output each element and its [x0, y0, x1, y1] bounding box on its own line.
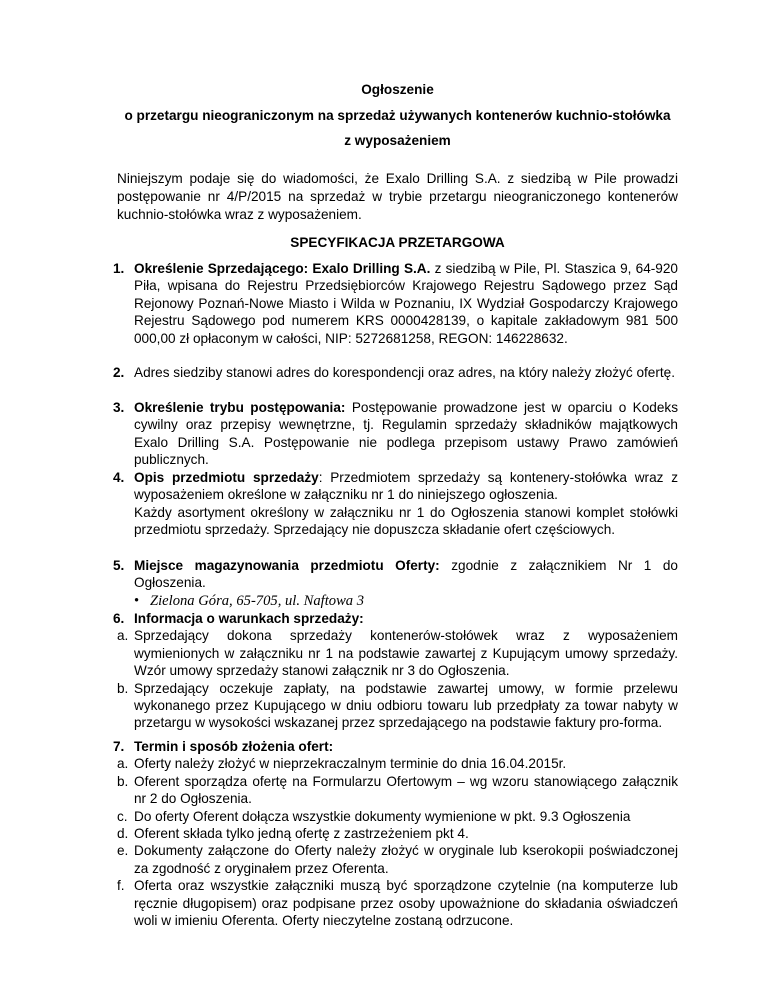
- item-bold-label: Określenie Sprzedającego: Exalo Drilling S.A.: [134, 261, 431, 276]
- sub-item-letter: b.: [117, 773, 129, 789]
- item-number: 3.: [113, 400, 125, 415]
- sub-item-letter: b.: [117, 680, 129, 696]
- sub-item: [117, 842, 678, 877]
- document-subtitle: o przetargu nieograniczonym na sprzedaż używanych kontenerów kuchnio-stołówka: [124, 108, 671, 123]
- sub-item-letter: a.: [117, 756, 129, 772]
- list-item: [113, 364, 678, 381]
- item-text: zgodnie z załącznikiem Nr 1 do Ogłoszenia.: [134, 558, 678, 591]
- item-text: Postępowanie prowadzone jest w oparciu o Kodeks cywilny oraz przepisy wewnętrzne, tj. Regulamin sprzedaży składników majątkowych Exalo Drilling S.A. Postępowanie nie podlega przepisom ustawy Prawo zamówień publicznych.: [134, 400, 678, 468]
- list-item: [113, 738, 678, 929]
- sub-item-text: Dokumenty załączone do Oferty należy złożyć w oryginale lub kserokopii poświadczonej za zgodność z oryginałem przez Oferenta.: [134, 843, 678, 876]
- item-number: 7.: [113, 739, 125, 754]
- sub-item-text: Oferty należy złożyć w nieprzekraczalnym terminie do dnia 16.04.2015r.: [134, 756, 567, 772]
- spec-heading: SPECYFIKACJA PRZETARGOWA: [290, 235, 505, 250]
- bullet-icon: •: [134, 592, 140, 609]
- document-title: Ogłoszenie: [361, 82, 434, 97]
- sub-item: [117, 680, 678, 732]
- item-number: 4.: [113, 470, 125, 485]
- sub-item-text: Sprzedający oczekuje zapłaty, na podstawie zawartej umowy, w formie przelewu wykonanego przez Kupującego w dniu odbioru towaru lub przedpłaty za towar nabyty w przetargu w wysokości wskazanej przez sprzedającego na podstawie faktury pro-forma.: [134, 680, 678, 731]
- list-item: [113, 557, 678, 610]
- item-bold-label: Miejsce magazynowania przedmiotu Oferty:: [134, 558, 440, 573]
- sub-item-letter: a.: [117, 628, 129, 644]
- item-number: 6.: [113, 611, 125, 626]
- item-text: Adres siedziby stanowi adres do korespondencji oraz adres, na który należy złożyć ofertę.: [134, 365, 676, 380]
- list-item: [113, 610, 678, 732]
- sub-item-text: Do oferty Oferent dołącza wszystkie dokumenty wymienione w pkt. 9.3 Ogłoszenia: [134, 808, 631, 824]
- sub-item: [117, 773, 678, 808]
- item-number: 2.: [113, 365, 125, 380]
- sub-item-letter: f.: [117, 878, 125, 894]
- item-text: : Przedmiotem sprzedaży są kontenery-stołówka wraz z wyposażeniem określone w załączniku nr 1 do niniejszego ogłoszenia.: [134, 470, 678, 503]
- intro-paragraph: Niniejszym podaje się do wiadomości, że Exalo Drilling S.A. z siedzibą w Pile prowadzi postępowanie nr 4/P/2015 na sprzedaż w trybie przetargu nieograniczonego kontenerów kuchnio-stołówka wraz z wyposażeniem.: [117, 171, 678, 222]
- sub-item: [117, 808, 678, 825]
- sub-item-text: Oferent składa tylko jedną ofertę z zastrzeżeniem pkt 4.: [134, 826, 469, 842]
- sub-item: [117, 877, 678, 929]
- list-item: [113, 469, 678, 539]
- sub-item: [117, 627, 678, 679]
- sub-item-letter: d.: [117, 826, 129, 842]
- sub-item: [117, 825, 678, 842]
- list-item: [113, 260, 678, 347]
- item-bold-label: Określenie trybu postępowania:: [134, 400, 346, 415]
- location-text: Zielona Góra, 65-705, ul. Naftowa 3: [150, 592, 365, 609]
- item-bold-label: Termin i sposób złożenia ofert:: [134, 739, 334, 754]
- document-subtitle-continued: z wyposażeniem: [344, 133, 451, 148]
- location-bullet: [134, 592, 678, 610]
- sub-item: [117, 755, 678, 772]
- item-text: z siedzibą w Pile, Pl. Staszica 9, 64-920 Piła, wpisana do Rejestru Przedsiębiorców Krajowego Rejestru Sądowego przez Sąd Rejonowy Poznań-Nowe Miasto i Wilda w Poznaniu, IX Wydział Gospodarczy Krajowego Rejestru Sądowego pod numerem KRS 0000428139, o kapitale zakładowym 981 500 000,00 zł opłaconym w całości, NIP: 5272681258, REGON: 146228632.: [134, 261, 678, 346]
- item-extra-text: Każdy asortyment określony w załączniku nr 1 do Ogłoszenia stanowi komplet stołówki przedmiotu sprzedaży. Sprzedający nie dopuszcza składanie ofert częściowych.: [134, 504, 678, 538]
- sub-item-text: Oferent sporządza ofertę na Formularzu Ofertowym – wg wzoru stanowiącego załącznik nr 2 do Ogłoszenia.: [134, 773, 678, 807]
- item-number: 5.: [113, 558, 125, 573]
- sub-item-text: Sprzedający dokona sprzedaży kontenerów-stołówek wraz z wyposażeniem wymienionych w załączniku nr 1 na podstawie zawartej z Kupującym umowy sprzedaży. Wzór umowy sprzedaży stanowi załącznik nr 3 do Ogłoszenia.: [134, 628, 678, 679]
- list-item: [113, 399, 678, 469]
- item-bold-label: Informacja o warunkach sprzedaży:: [134, 611, 364, 626]
- sub-item-letter: e.: [117, 843, 129, 859]
- item-bold-label: Opis przedmiotu sprzedaży: [134, 470, 319, 485]
- sub-item-text: Oferta oraz wszystkie załączniki muszą być sporządzone czytelnie (na komputerze lub ręcznie długopisem) oraz podpisane przez osoby upoważnione do składania oświadczeń woli w imieniu Oferenta. Oferty nieczytelne zostaną odrzucone.: [134, 878, 678, 929]
- sub-item-letter: c.: [117, 808, 128, 824]
- item-number: 1.: [113, 261, 125, 276]
